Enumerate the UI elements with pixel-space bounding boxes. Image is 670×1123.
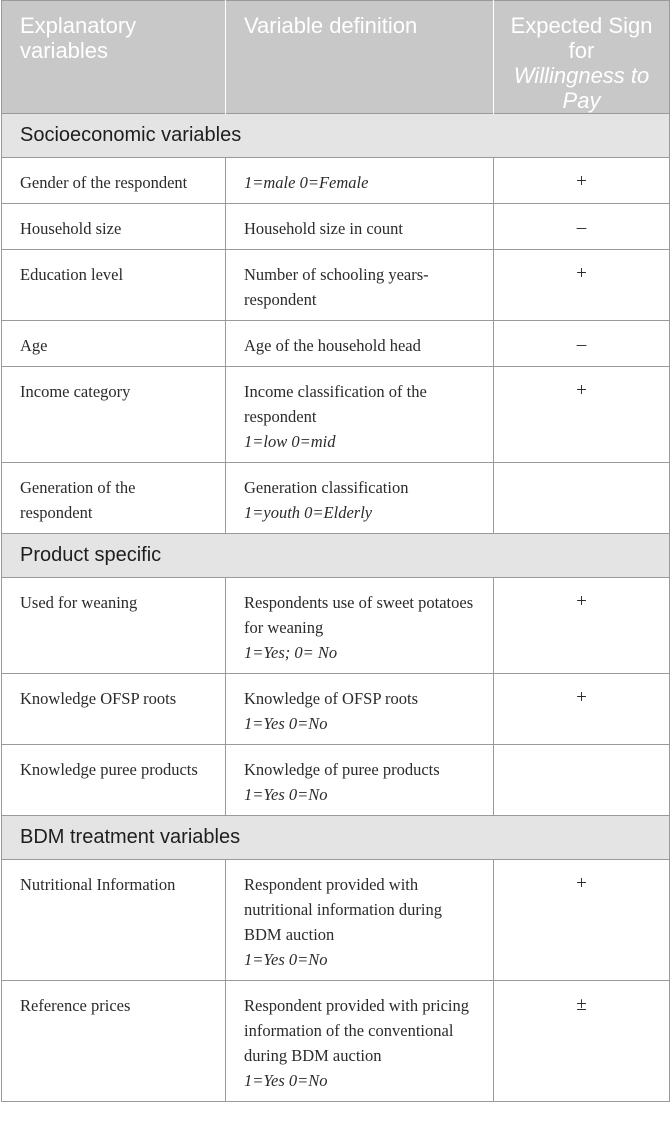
coding-text: 1=youth 0=Elderly [244, 503, 373, 522]
coding-text: 1=low 0=mid [244, 432, 336, 451]
variable-cell: Used for weaning [2, 578, 226, 674]
sign-cell: ± [494, 981, 670, 1102]
variable-cell: Knowledge puree products [2, 745, 226, 816]
definition-text: Respondent provided with nutritional information during BDM auction [244, 875, 442, 944]
definition-cell [226, 674, 494, 745]
definition-cell [226, 463, 494, 534]
sign-cell: – [494, 321, 670, 367]
sign-cell: + [494, 578, 670, 674]
table-row [2, 860, 670, 981]
table-header-row [2, 1, 670, 114]
definition-cell [226, 981, 494, 1102]
variable-cell: Nutritional Information [2, 860, 226, 981]
variable-cell: Generation of the respondent [2, 463, 226, 534]
sign-cell [494, 463, 670, 534]
header-willingness-to-pay: Willingness to Pay [513, 63, 650, 113]
table-row [2, 578, 670, 674]
coding-text: 1=male 0=Female [244, 173, 369, 192]
table-row [2, 463, 670, 534]
table-row [2, 367, 670, 463]
header-expected-sign-label: Expected Sign for [510, 13, 653, 63]
definition-text: Respondents use of sweet potatoes for weaning [244, 593, 474, 637]
definition-text: Generation classification [244, 478, 409, 497]
definition-cell [226, 204, 494, 250]
definition-cell [226, 578, 494, 674]
variable-cell: Gender of the respondent [2, 158, 226, 204]
coding-text: 1=Yes 0=No [244, 714, 328, 733]
section-row [2, 534, 670, 578]
definition-text: Income classification of the respondent [244, 382, 427, 426]
table-row [2, 674, 670, 745]
sign-cell: + [494, 158, 670, 204]
definition-cell [226, 321, 494, 367]
header-explanatory-variables: Explanatory variables [2, 1, 226, 114]
table-row [2, 250, 670, 321]
section-title: Socioeconomic variables [2, 114, 670, 158]
table-row [2, 745, 670, 816]
definition-cell [226, 745, 494, 816]
header-expected-sign [494, 1, 670, 114]
sign-cell: + [494, 860, 670, 981]
definition-cell [226, 158, 494, 204]
sign-cell [494, 745, 670, 816]
definition-text: Age of the household head [244, 336, 421, 355]
sign-cell: + [494, 250, 670, 321]
sign-cell: + [494, 674, 670, 745]
variable-cell: Education level [2, 250, 226, 321]
variable-cell: Income category [2, 367, 226, 463]
definition-text: Respondent provided with pricing information of the conventional during BDM auction [244, 996, 470, 1065]
section-title: BDM treatment variables [2, 816, 670, 860]
coding-text: 1=Yes 0=No [244, 1071, 328, 1090]
section-row [2, 114, 670, 158]
definition-cell [226, 250, 494, 321]
table-row [2, 204, 670, 250]
coding-text: 1=Yes 0=No [244, 950, 328, 969]
definition-text: Knowledge of OFSP roots [244, 689, 419, 708]
section-title: Product specific [2, 534, 670, 578]
variable-cell: Age [2, 321, 226, 367]
definition-text: Number of schooling years-respondent [244, 265, 429, 309]
header-variable-definition: Variable definition [226, 1, 494, 114]
table-row [2, 321, 670, 367]
table-row [2, 981, 670, 1102]
definition-text: Household size in count [244, 219, 404, 238]
section-row [2, 816, 670, 860]
definition-cell [226, 860, 494, 981]
table-row [2, 158, 670, 204]
definition-cell [226, 367, 494, 463]
definition-text: Knowledge of puree products [244, 760, 440, 779]
variable-cell: Reference prices [2, 981, 226, 1102]
coding-text: 1=Yes; 0= No [244, 643, 338, 662]
sign-cell: – [494, 204, 670, 250]
variable-cell: Household size [2, 204, 226, 250]
variables-table [1, 0, 670, 1102]
coding-text: 1=Yes 0=No [244, 785, 328, 804]
sign-cell: + [494, 367, 670, 463]
variable-cell: Knowledge OFSP roots [2, 674, 226, 745]
